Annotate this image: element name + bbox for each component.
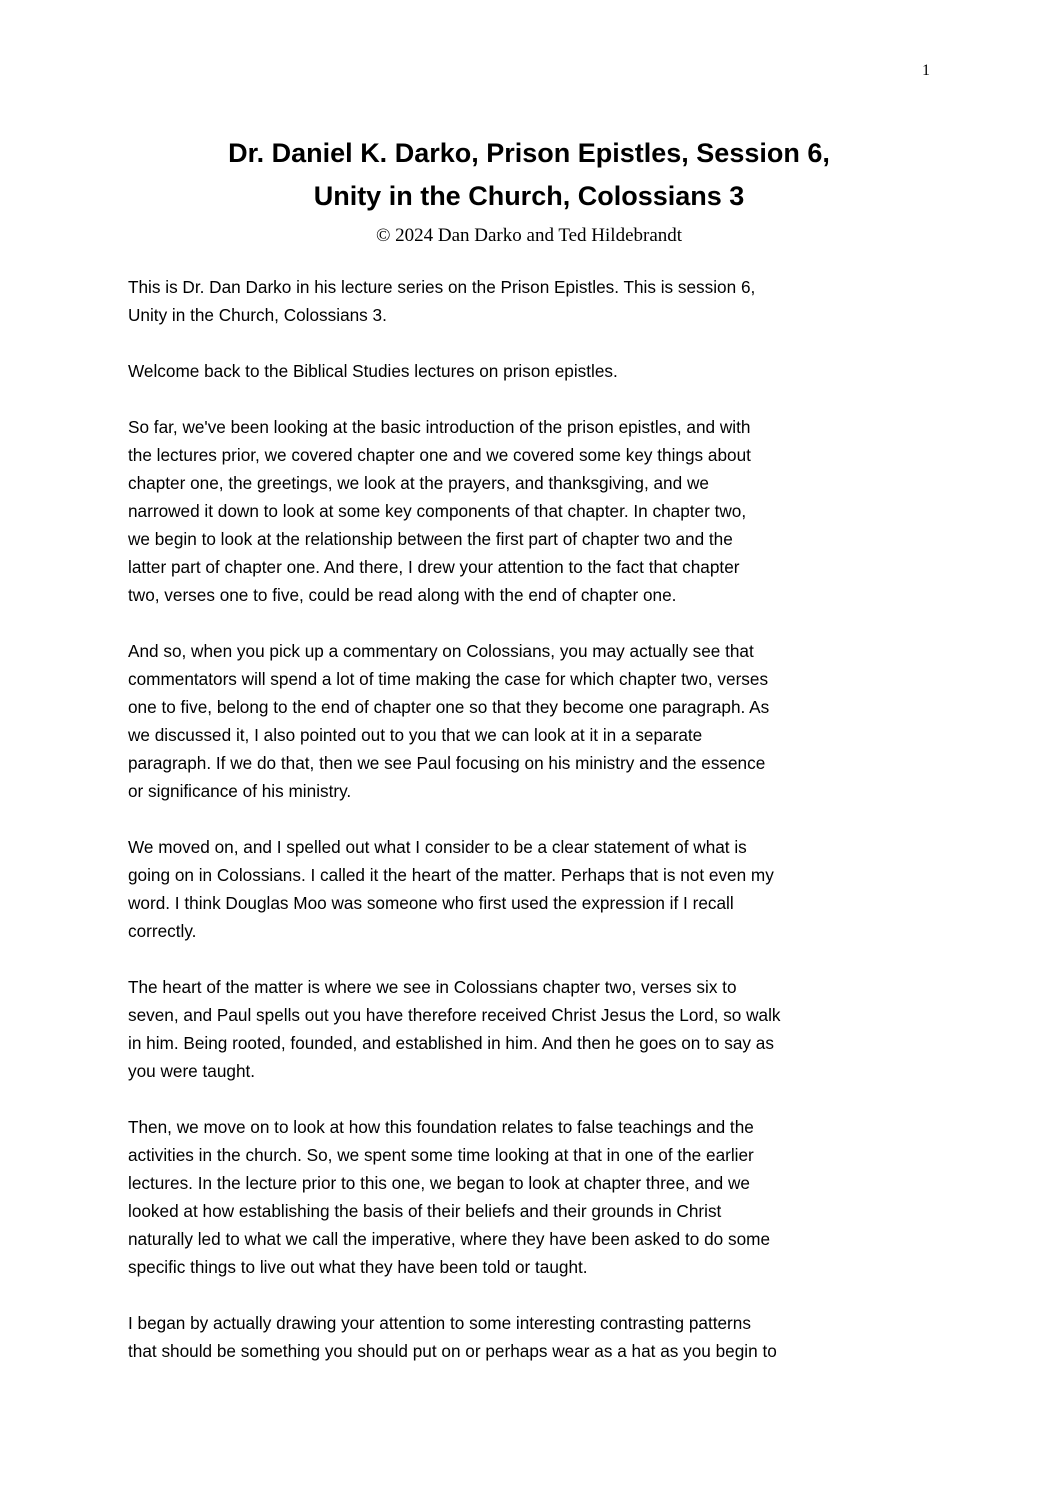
text-line: Then, we move on to look at how this foundation relates to false teachings and the [128, 1117, 754, 1137]
paragraph [128, 973, 948, 1085]
paragraph [128, 1309, 948, 1365]
text-line: that should be something you should put on or perhaps wear as a hat as you begin to [128, 1341, 777, 1361]
text-line: commentators will spend a lot of time making the case for which chapter two, verses [128, 669, 769, 689]
text-line: paragraph. If we do that, then we see Paul focusing on his ministry and the essence [128, 753, 766, 773]
text-line: going on in Colossians. I called it the heart of the matter. Perhaps that is not even my [128, 865, 774, 885]
text-line: you were taught. [128, 1061, 256, 1081]
title-line: Unity in the Church, Colossians 3 [313, 181, 745, 211]
paragraph [128, 413, 948, 609]
title-line: Dr. Daniel K. Darko, Prison Epistles, Session 6, [228, 138, 830, 168]
text-line: latter part of chapter one. And there, I drew your attention to the fact that chapter [128, 557, 740, 577]
text-line: we discussed it, I also pointed out to you that we can look at it in a separate [128, 725, 703, 745]
text-line: The heart of the matter is where we see in Colossians chapter two, verses six to [128, 977, 737, 997]
text-line: one to five, belong to the end of chapter one so that they become one paragraph. As [128, 697, 770, 717]
paragraph [128, 1113, 948, 1281]
text-line: This is Dr. Dan Darko in his lecture series on the Prison Epistles. This is session 6, [128, 277, 756, 297]
text-line: looked at how establishing the basis of their beliefs and their grounds in Christ [128, 1201, 722, 1221]
copyright-notice: © 2024 Dan Darko and Ted Hildebrandt [375, 225, 683, 246]
text-line: narrowed it down to look at some key components of that chapter. In chapter two, [128, 501, 747, 521]
paragraph [128, 357, 948, 385]
text-line: in him. Being rooted, founded, and established in him. And then he goes on to say as [128, 1033, 774, 1053]
text-line: lectures. In the lecture prior to this one, we began to look at chapter three, and we [128, 1173, 750, 1193]
text-line: we begin to look at the relationship between the first part of chapter two and the [128, 529, 733, 549]
text-line: specific things to live out what they have been told or taught. [128, 1257, 588, 1277]
paragraph [128, 833, 948, 945]
text-line: chapter one, the greetings, we look at the prayers, and thanksgiving, and we [128, 473, 709, 493]
text-line: So far, we've been looking at the basic introduction of the prison epistles, and with [128, 417, 751, 437]
text-line: the lectures prior, we covered chapter one and we covered some key things about [128, 445, 751, 465]
text-line: correctly. [128, 921, 197, 941]
text-line: activities in the church. So, we spent some time looking at that in one of the earlier [128, 1145, 754, 1165]
page-number: 1 [922, 62, 930, 79]
text-line: seven, and Paul spells out you have therefore received Christ Jesus the Lord, so walk [128, 1005, 781, 1025]
document-body [128, 273, 948, 1393]
text-line: And so, when you pick up a commentary on Colossians, you may actually see that [128, 641, 754, 661]
text-line: I began by actually drawing your attention to some interesting contrasting patterns [128, 1313, 751, 1333]
text-line: naturally led to what we call the imperative, where they have been asked to do some [128, 1229, 771, 1249]
text-line: word. I think Douglas Moo was someone who first used the expression if I recall [128, 893, 734, 913]
paragraph [128, 637, 948, 805]
text-line: two, verses one to five, could be read along with the end of chapter one. [128, 585, 677, 605]
document-title [0, 132, 1058, 218]
text-line: We moved on, and I spelled out what I consider to be a clear statement of what is [128, 837, 747, 857]
paragraph [128, 273, 948, 329]
text-line: or significance of his ministry. [128, 781, 352, 801]
text-line: Welcome back to the Biblical Studies lectures on prison epistles. [128, 361, 618, 381]
text-line: Unity in the Church, Colossians 3. [128, 305, 387, 325]
